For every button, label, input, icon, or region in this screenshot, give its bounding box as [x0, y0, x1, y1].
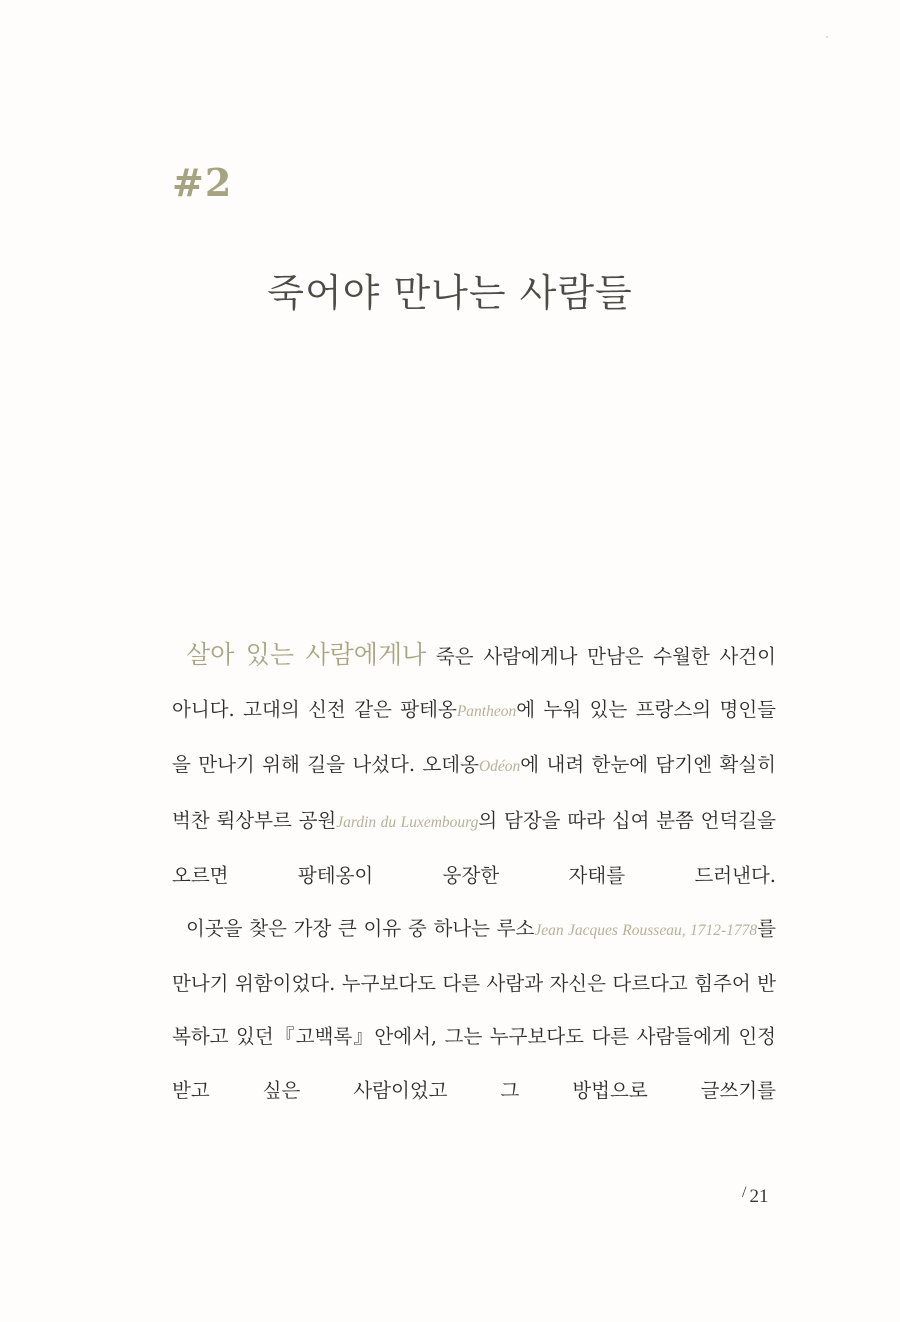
paragraph-2-text-1: 이곳을 찾은 가장 큰 이유 중 하나는 루소	[186, 917, 535, 941]
lead-phrase: 살아 있는 사람에게나	[186, 640, 427, 669]
page-number	[742, 1186, 768, 1208]
paragraph-2-text-2: 를 만나기 위함이었다. 누구보다도 다른 사람과 자신은 다르다고 힘주어 반복하고 있던『고백록』안에서, 그는 누구보다도 다른 사람들에게 인정받고 싶은 사람이었고 그 방법으로 글쓰기를	[172, 917, 776, 1102]
foreign-term-rousseau: Jean Jacques Rousseau, 1712-1778	[534, 922, 758, 940]
page-number-slash: /	[742, 1184, 747, 1201]
paper-speck	[826, 36, 828, 38]
paragraph-1-text-4: 의 담장을 따라 십여 분쯤 언덕길을 오르면 팡테옹이 웅장한 자태를 드러낸다.	[172, 808, 776, 887]
paragraph-1-text-1: 죽은 사람에게나 만남은 수월한 사건이 아니다. 고대의 신전 같은 팡테옹	[172, 645, 777, 722]
paragraph-2	[172, 902, 776, 1117]
paragraph-1	[172, 628, 776, 902]
paragraph-1-text-2: 에 누워 있는 프랑스의 명인들을 만나기 위해 길을 나섰다. 오데옹	[172, 698, 776, 777]
paragraph-1-text-3: 에 내려 한눈에 담기엔 확실히 벅찬 뤽상부르 공원	[172, 753, 776, 832]
foreign-term-pantheon: Pantheon	[456, 703, 517, 721]
chapter-number: #2	[172, 160, 233, 205]
foreign-term-odeon: Odéon	[478, 758, 521, 776]
chapter-title: 죽어야 만나는 사람들	[267, 271, 633, 315]
body-text	[172, 628, 776, 1117]
foreign-term-luxembourg: Jardin du Luxembourg	[336, 813, 479, 831]
page-number-value: 21	[749, 1186, 769, 1207]
